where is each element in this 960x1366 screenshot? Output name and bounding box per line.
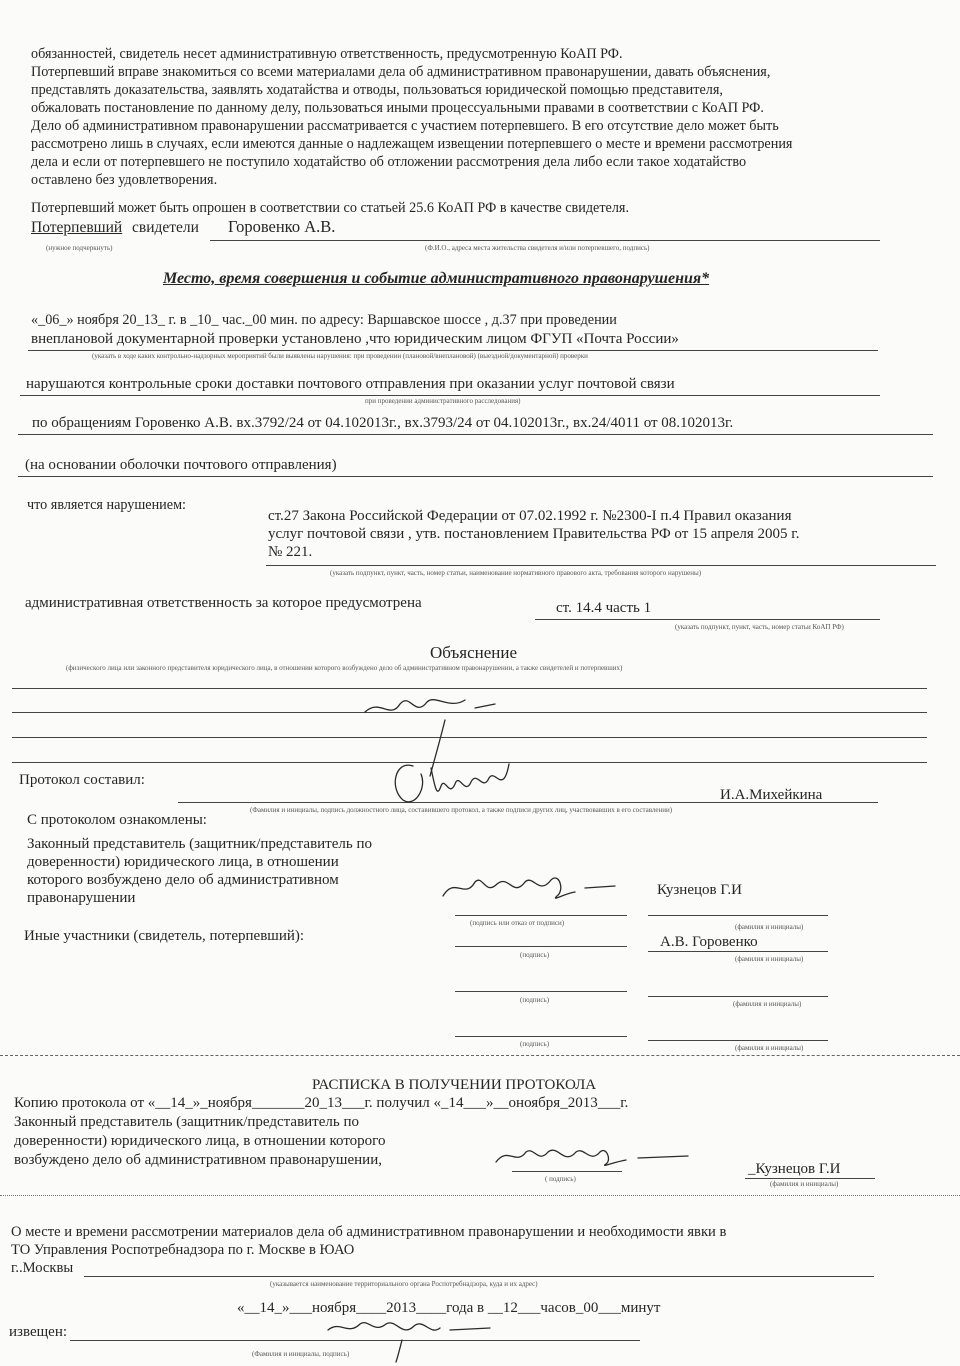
intro-line: Дело об административном правонарушении рассматривается с участием потерпевшего. В его отсутствие дело может быть (31, 118, 779, 134)
other-name-rule (648, 1040, 828, 1041)
event-line-5-rule (18, 476, 933, 477)
intro-line: дела и если от потерпевшего не поступило ходатайство об отложении рассмотрения дела либо если такое ходатайство (31, 154, 747, 170)
other-sign-caption: (подпись) (520, 951, 550, 959)
intro-line: представлять доказательства, заявлять ходатайства и отводы, пользоваться юридической помощью представителя, (31, 82, 723, 98)
liability-rule (535, 619, 880, 620)
explanation-caption: (физического лица или законного представителя юридического лица, в отношении которого возбуждено дело об административном правонарушении, а также свидетелей и потерпевших) (66, 664, 623, 672)
other-sign-rule (455, 1036, 627, 1037)
signature-representative (435, 866, 625, 916)
acquainted-rep-line: доверенности) юридического лица, в отношении (27, 854, 339, 870)
violation-line: услуг почтовой связи , утв. постановлением Правительства РФ от 15 апреля 2005 г. (268, 526, 800, 542)
violation-caption: (указать подпункт, пункт, часть, номер статьи, наименование нормативного правового акта, требования которого нарушены) (330, 569, 702, 577)
event-line-5: (на основании оболочки почтового отправления) (25, 457, 337, 473)
hearing-line-3: г..Москвы (11, 1260, 74, 1276)
violation-label: что является нарушением: (27, 497, 186, 513)
event-line-4: по обращениям Горовенко А.В. вх.3792/24 от 04.102013г., вх.3793/24 от 04.102013г., вх.24/4011 от 08.102013г. (32, 415, 734, 431)
other-name-caption: (фамилия и инициалы) (735, 1044, 804, 1052)
intro-line: Потерпевший вправе знакомиться со всеми материалами дела об административном правонарушении, давать объяснения, (31, 64, 771, 80)
other-name: А.В. Горовенко (660, 934, 758, 950)
intro-line: оставлено без удовлетворения. (31, 172, 218, 188)
signature-protocol (385, 748, 525, 812)
receipt-sign-caption: ( подпись) (545, 1175, 576, 1183)
rep-sign-caption: (подпись или отказ от подписи) (470, 919, 565, 927)
rep-name-caption: (фамилия и инициалы) (735, 923, 804, 931)
protocol-name: И.А.Михейкина (720, 787, 823, 803)
other-name-caption: (фамилия и инициалы) (735, 955, 804, 963)
hearing-rule (84, 1276, 874, 1277)
acquainted-rep-name: Кузнецов Г.И (657, 882, 742, 898)
witness-caption: (Ф.И.О., адреса места жительства свидетеля и/или потерпевшего, подпись) (425, 244, 650, 252)
other-name-rule (648, 996, 828, 997)
rep-name-rule (648, 915, 828, 916)
event-line-3: нарушаются контрольные сроки доставки почтового отправления при оказании услуг почтовой связи (26, 376, 675, 392)
receipt-rep-line: доверенности) юридического лица, в отношении которого (14, 1133, 386, 1149)
rep-sign-rule (455, 915, 627, 916)
explanation-title: Объяснение (430, 643, 518, 662)
event-line-2-rule (28, 350, 878, 351)
separator (0, 1195, 960, 1196)
cut-line (0, 1055, 960, 1056)
violation-line: ст.27 Закона Российской Федерации от 07.02.1992 г. №2300-I п.4 Правил оказания (268, 508, 792, 524)
acquainted-rep-line: Законный представитель (защитник/представитель по (27, 836, 372, 852)
violation-line: № 221. (268, 544, 313, 560)
receipt-line-1: Копию протокола от «__14_»_ноября_______20_13___г. получил «_14___»__оноября_2013___г. (14, 1095, 629, 1111)
witness-caption-left: (нужное подчеркнуть) (46, 244, 113, 252)
liability-value: ст. 14.4 часть 1 (556, 600, 652, 616)
notified-caption: (Фамилия и инициалы, подпись) (252, 1350, 350, 1358)
other-sign-rule (455, 991, 627, 992)
receipt-name-rule (745, 1178, 875, 1179)
hearing-datetime: «__14_»___ноября____2013____года в __12___часов_00___минут (237, 1300, 661, 1316)
notified-label: извещен: (9, 1324, 68, 1340)
acquainted-rep-line: которого возбуждено дело об административном (27, 872, 339, 888)
other-sign-caption: (подпись) (520, 1040, 550, 1048)
intro-line: рассмотрено лишь в случаях, если имеются данные о надлежащем извещении потерпевшего о месте и времени рассмотрения (31, 136, 793, 152)
hearing-caption: (указывается наименование территориального органа Роспотребнадзора, куда и их адрес) (270, 1280, 538, 1288)
receipt-title: РАСПИСКА В ПОЛУЧЕНИИ ПРОТОКОЛА (312, 1077, 597, 1093)
witness-label: свидетели (132, 219, 199, 236)
other-sign-rule (455, 946, 627, 947)
witness-value: Горовенко А.В. (228, 217, 336, 236)
receipt-rep-line: возбуждено дело об административном правонарушении, (14, 1152, 382, 1168)
event-caption-1: (указать в ходе каких контрольно-надзорных мероприятий были выявлены нарушения: при проведении (плановой/внеплановой) (выездной/документарной) проверки (92, 352, 588, 360)
other-name-caption: (фамилия и инициалы) (733, 1000, 802, 1008)
other-name-rule (648, 951, 828, 952)
event-line-1: «_06_» ноября 20_13_ г. в _10_ час._00 мин. по адресу: Варшавское шоссе , д.37 при проведении (31, 312, 617, 328)
event-line-3-rule (20, 395, 880, 396)
other-sign-caption: (подпись) (520, 996, 550, 1004)
violation-rule (266, 565, 936, 566)
event-caption-2: при проведении административного расследования) (365, 397, 521, 405)
protocol-caption: (Фамилия и инициалы, подпись должностного лица, составившего протокол, а также подписи других лиц, участвовавших в его составлении) (250, 806, 673, 814)
protocol-label: Протокол составил: (19, 772, 145, 788)
explanation-rule (12, 688, 927, 689)
event-line-2: внеплановой документарной проверки установлено ,что юридическим лицом ФГУП «Почта России» (31, 331, 679, 347)
receipt-name-caption: (фамилия и инициалы) (770, 1180, 839, 1188)
intro-line: Потерпевший может быть опрошен в соответствии со статьей 25.6 КоАП РФ в качестве свидетеля. (31, 200, 629, 216)
receipt-rep-line: Законный представитель (защитник/представитель по (14, 1114, 359, 1130)
hearing-line-1: О месте и времени рассмотрении материалов дела об административном правонарушении и необходимости явки в (11, 1224, 727, 1240)
intro-line: обжаловать постановление по данному делу, пользоваться иными процессуальными правами в соответствии с КоАП РФ. (31, 100, 764, 116)
witness-line (210, 240, 880, 241)
section-title: Место, время совершения и событие административного правонарушения* (163, 270, 710, 287)
others-label: Иные участники (свидетель, потерпевший): (24, 928, 305, 944)
hearing-line-2: ТО Управления Роспотребнадзора по г. Москве в ЮАО (11, 1242, 355, 1258)
intro-line: обязанностей, свидетель несет административную ответственность, предусмотренную КоАП РФ. (31, 46, 623, 62)
event-line-4-rule (18, 434, 933, 435)
witness-role: Потерпевший (31, 219, 123, 236)
acquainted-rep-line: правонарушении (27, 890, 136, 906)
liability-label: административная ответственность за которое предусмотрена (25, 595, 422, 611)
receipt-sign-rule (512, 1171, 622, 1172)
liability-caption: (указать подпункт, пункт, часть, номер статьи КоАП РФ) (675, 623, 844, 631)
signature-receipt (488, 1140, 698, 1174)
receipt-name: _Кузнецов Г.И (748, 1161, 841, 1177)
acquainted-label: С протоколом ознакомлены: (27, 812, 207, 828)
